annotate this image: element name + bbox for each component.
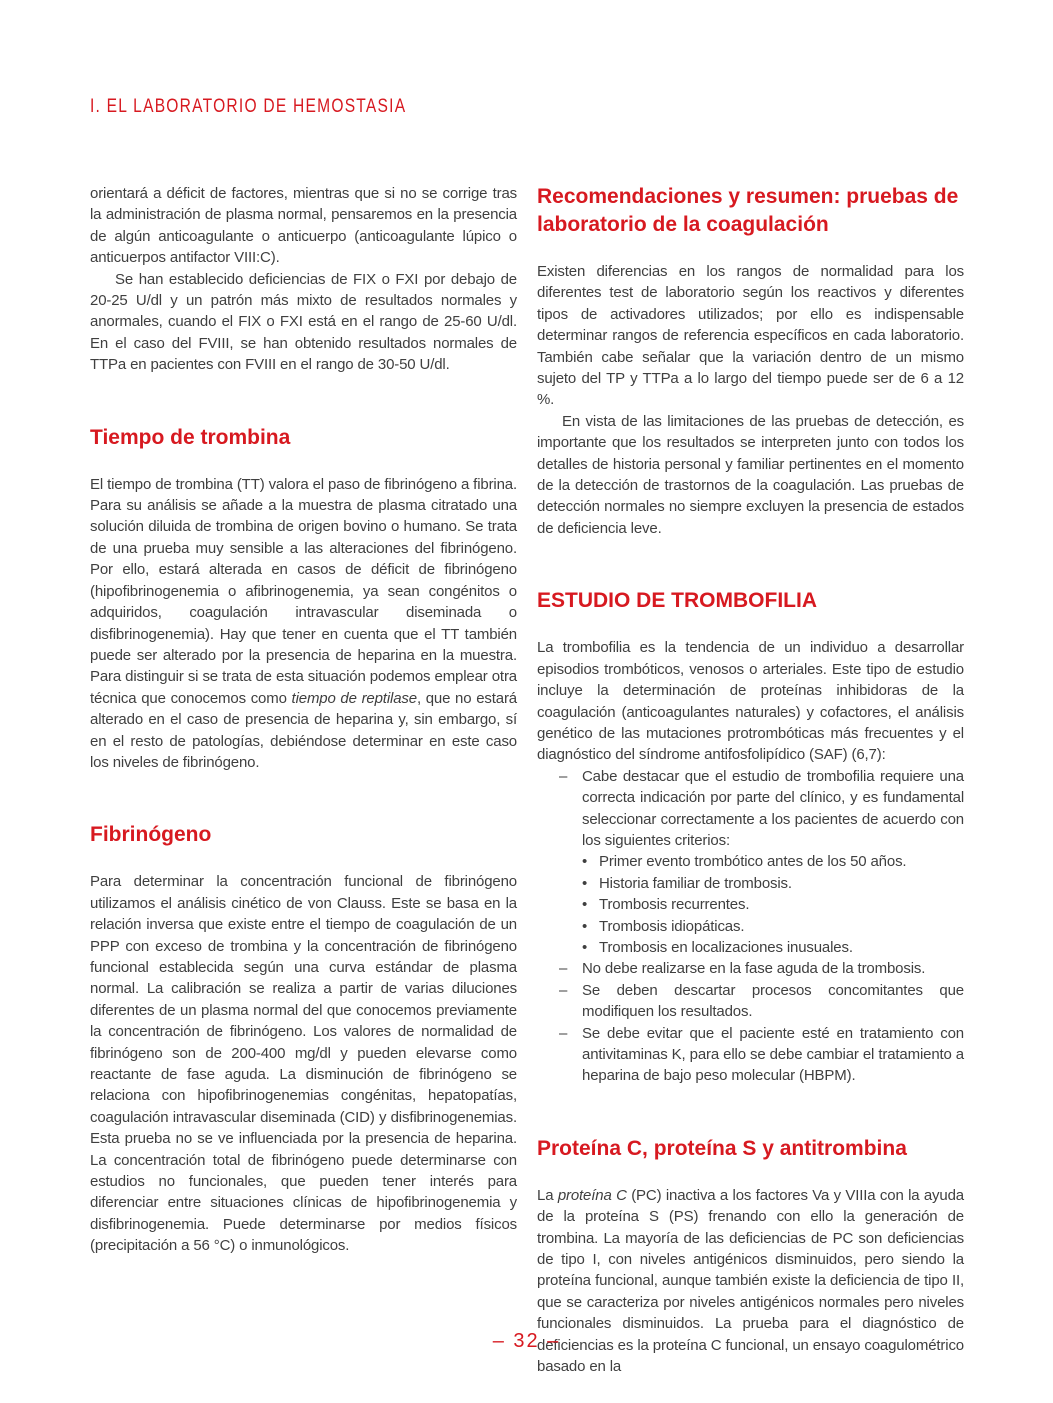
dash-marker: – <box>559 767 568 785</box>
bullet-marker: • <box>582 853 588 871</box>
list-item: • Trombosis en localizaciones inusuales. <box>582 937 964 958</box>
list-item: – No debe realizarse en la fase aguda de la trombosis. <box>537 958 964 979</box>
paragraph: En vista de las limitaciones de las pruebas de detección, es importante que los resultados se interpreten junto con todos los detalles de historia personal y familiar pertinentes en el momento de la detección de trastornos de la coagulación. Las pruebas de detección normales no siempre excluyen la presencia de estados de deficiencia leve. <box>537 412 964 537</box>
paragraph: Para determinar la concentración funcional de fibrinógeno utilizamos el análisis cinético de von Clauss. Este se basa en la relación inversa que existe entre el tiempo de coagulación de un PPP con exceso de trombina y la concentración de fibrinógeno funcional establecida según una curva estándar de plasma normal. La calibración se realiza a partir de varias diluciones diferentes de un plasma normal del que conocemos previamente la concentración de fibrinógeno. Los valores de normalidad de fibrinógeno son de 200-400 mg/dl y pueden elevarse como reactante de fase aguda. La disminución de fibrinógeno se relaciona con hipofibrinogenemias congénitas, hepatopatías, coagulación intravascular diseminada (CID) y disfibrinogenemias. Esta prueba no se ve influenciada por la presencia de heparina. La concentración total de fibrinógeno puede determinarse con estudios no funcionales, que pueden tener interés para diferenciar entre situaciones clínicas de hipofibrinogenemia y disfibrinogenemia. Puede determinarse por medios físicos (precipitación a 56 °C) o inmunológicos. <box>90 873 517 1255</box>
section-heading-fibrinogeno: Fibrinógeno <box>90 823 212 847</box>
page-number: – 32 – <box>492 1330 561 1352</box>
list-item: • Trombosis recurrentes. <box>582 894 964 915</box>
criteria-list <box>537 766 964 1087</box>
bullet-marker: • <box>582 938 588 956</box>
paragraph: Se han establecido deficiencias de FIX o FXI por debajo de 20-25 U/dl y un patrón más mixto de resultados normales y anormales, cuando el FIX o FXI está en el rango de 25-60 U/dl. En el caso del FVIII, se han obtenido resultados normales de TTPa en pacientes con FVIII en el rango de 30-50 U/dl. <box>90 270 517 374</box>
dash-marker: – <box>559 960 568 978</box>
left-column <box>90 183 517 1257</box>
bullet-list <box>582 851 964 958</box>
paragraph: Existen diferencias en los rangos de normalidad para los diferentes test de laboratorio según los reactivos y diferentes tipos de activadores utilizados; por ello es indispensable determinar rangos de referencia específicos en cada laboratorio. También cabe señalar que la variación dentro de un mismo sujeto del TP y TTPa a lo largo del tiempo puede ser de 6 a 12 %. <box>537 263 964 409</box>
list-item: – Se deben descartar procesos concomitantes que modifiquen los resultados. <box>559 981 964 1021</box>
bullet-marker: • <box>582 874 588 892</box>
paragraph: orientará a déficit de factores, mientras que si no se corrige tras la administración de plasma normal, pensaremos en la presencia de algún anticoagulante o anticuerpo (anticoagulante lúpico o anticuerpos antifactor VIII:C). <box>90 185 517 267</box>
paragraph: El tiempo de trombina (TT) valora el paso de fibrinógeno a fibrina. Para su análisis se añade a la muestra de plasma citratado una solución diluida de trombina de origen bovino o humano. Se trata de una prueba muy sensible a las alteraciones del fibrinógeno. Por ello, estará alterada en casos de déficit de fibrinógeno (hipofibrinogenemia o afibrinogenemia, ya sean congénitos o adquiridos, coagulación intravascular diseminada o disfibrinogenemia). Hay que tener en cuenta que el TT también puede ser alterado por la presencia de heparina en la muestra. Para distinguir si se trata de esta situación podemos emplear otra técnica que conocemos como tiempo de reptilase, que no estará alterado en el caso de presencia de heparina y, sin embargo, sí en el resto de patologías, debiéndose determinar en este caso los niveles de fibrinógeno. <box>90 475 517 771</box>
section-heading-tiempo-trombina: Tiempo de trombina <box>90 425 291 449</box>
list-item: – Cabe destacar que el estudio de trombofilia requiere una correcta indicación por parte del clínico, y es fundamental seleccionar correctamente a los pacientes de acuerdo con los siguientes criterios: • Primer evento trombótico antes de los 50 años. • Historia familiar de trombosis. • Trombosis recurrentes. • Trombosis idiopáticas. • Trombosis en localizaciones inusuales. <box>537 766 964 959</box>
bullet-marker: • <box>582 896 588 914</box>
list-item: • Trombosis idiopáticas. <box>582 916 964 937</box>
list-item: • Historia familiar de trombosis. <box>582 873 964 894</box>
paragraph: La trombofilia es la tendencia de un individuo a desarrollar episodios trombóticos, venosos o arteriales. Este tipo de estudio incluye la determinación de proteínas inhibidoras de la coagulación (anticoagulantes naturales) y cofactores, el análisis genético de las mutaciones protrombóticas más frecuentes y el diagnóstico del síndrome antifosfolipídico (SAF) (6,7): <box>537 639 964 764</box>
running-head: I. EL LABORATORIO DE HEMOSTASIA <box>90 96 407 117</box>
section-heading-recomendaciones: Recomendaciones y resumen: pruebas de laboratorio de la coagulación <box>537 185 959 236</box>
bullet-marker: • <box>582 917 588 935</box>
paragraph: La proteína C (PC) inactiva a los factores Va y VIIIa con la ayuda de la proteína S (PS) frenando con ello la generación de trombina. La mayoría de las deficiencias de PC son deficiencias de tipo I, con niveles antigénicos disminuidos, pero siendo la proteína funcional, aunque también existe la deficiencia de tipo II, que se caracteriza por niveles antigénicos normales pero niveles funcionales disminuidos. La prueba para el diagnóstico de deficiencias es la proteína C funcional, un ensayo coagulométrico basado en la <box>537 1186 964 1376</box>
right-column <box>537 183 964 1377</box>
dash-marker: – <box>559 1024 568 1042</box>
list-item: – Se debe evitar que el paciente esté en tratamiento con antivitaminas K, para ello se debe cambiar el tratamiento a heparina de bajo peso molecular (HBPM). <box>559 1024 964 1085</box>
dash-marker: – <box>559 981 568 999</box>
list-item: • Primer evento trombótico antes de los 50 años. <box>582 851 964 872</box>
section-heading-trombofilia: ESTUDIO DE TROMBOFILIA <box>537 589 817 613</box>
section-heading-proteina-c: Proteína C, proteína S y antitrombina <box>537 1136 907 1160</box>
